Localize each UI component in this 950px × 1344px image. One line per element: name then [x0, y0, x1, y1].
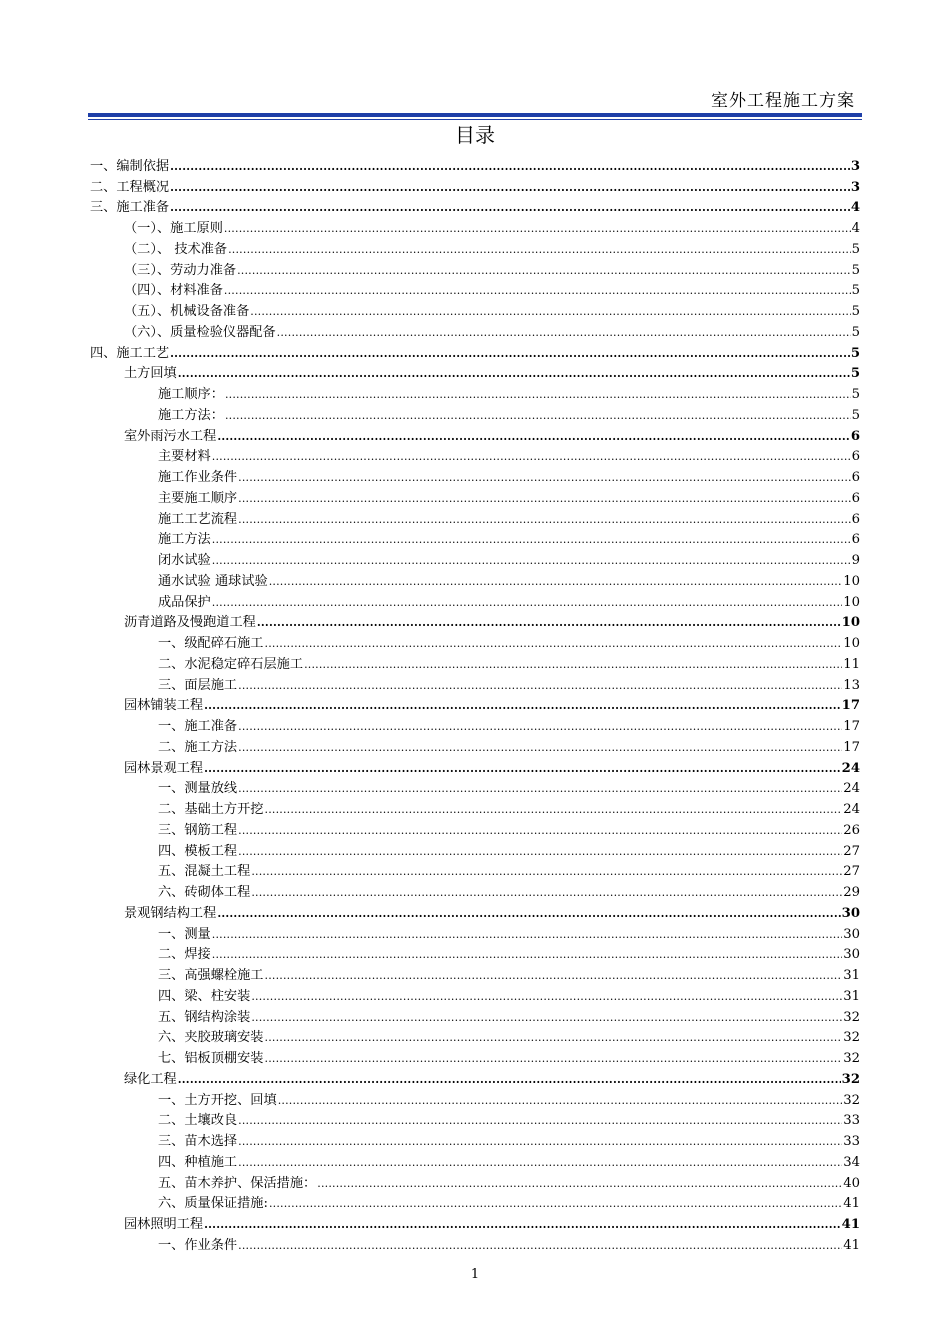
toc-leader-dots: [212, 553, 851, 568]
toc-entry-page: 31: [843, 988, 860, 1004]
toc-entry[interactable]: [90, 1004, 860, 1025]
toc-entry-page: 4: [850, 200, 860, 216]
toc-entry-page: 5: [851, 387, 860, 402]
toc-entry-page: 5: [851, 407, 860, 423]
toc-entry-page: 9: [851, 553, 860, 568]
toc-entry-page: 30: [843, 947, 860, 963]
toc-entry-page: 30: [843, 926, 860, 942]
toc-entry-page: 5: [851, 304, 860, 319]
toc-entry-label: 二、工程概况: [90, 179, 170, 195]
toc-entry[interactable]: [90, 361, 860, 382]
toc-entry-label: 施工方法：: [158, 407, 224, 423]
toc-entry-label: 沥青道路及慢跑道工程: [124, 615, 256, 631]
toc-entry-label: 一、施工准备: [158, 719, 238, 734]
toc-entry[interactable]: [90, 423, 860, 444]
toc-entry-label: 四、施工工艺: [90, 345, 170, 361]
toc-entry[interactable]: [90, 1149, 860, 1170]
toc-entry-page: 6: [851, 490, 860, 506]
toc-entry-page: 4: [851, 221, 860, 236]
toc-entry-page: 30: [841, 905, 860, 921]
toc-entry-label: 五、混凝土工程: [158, 864, 251, 880]
toc-leader-dots: [238, 470, 850, 485]
toc-entry[interactable]: [90, 734, 860, 755]
toc-entry-label: 施工方法: [158, 532, 211, 548]
toc-entry-label: 施工顺序：: [158, 387, 224, 402]
toc-entry[interactable]: [90, 1108, 860, 1129]
toc-entry-label: 一、土方开挖、回填: [158, 1092, 277, 1108]
toc-entry[interactable]: [90, 755, 860, 776]
toc-entry-label: 景观钢结构工程: [124, 905, 217, 921]
toc-leader-dots: [225, 387, 851, 402]
toc-entry-page: 41: [841, 1217, 860, 1232]
toc-leader-dots: [238, 1113, 842, 1128]
toc-leader-dots: [238, 781, 842, 796]
toc-entry[interactable]: [90, 236, 860, 257]
toc-leader-dots: [170, 159, 850, 174]
toc-entry-page: 3: [850, 158, 860, 174]
toc-leader-dots: [238, 491, 850, 506]
toc-leader-dots: [238, 1134, 842, 1149]
toc-entry[interactable]: [90, 983, 860, 1004]
toc-entry[interactable]: [90, 962, 860, 983]
toc-entry-page: 17: [841, 698, 860, 714]
toc-entry-page: 24: [841, 760, 860, 776]
toc-entry[interactable]: [90, 796, 860, 817]
toc-entry-label: 园林照明工程: [124, 1217, 204, 1232]
toc-leader-dots: [238, 844, 842, 859]
toc-leader-dots: [224, 221, 851, 236]
toc-leader-dots: [170, 346, 850, 361]
toc-entry-page: 17: [843, 719, 860, 734]
toc-entry[interactable]: [90, 485, 860, 506]
toc-entry-page: 34: [843, 1154, 860, 1170]
toc-entry-label: 主要施工顺序: [158, 490, 238, 506]
toc-entry-label: （一）、施工原则: [124, 221, 223, 236]
toc-entry-label: 成品保护: [158, 594, 211, 610]
toc-entry-label: 一、编制依据: [90, 158, 170, 174]
toc-entry-page: 5: [850, 366, 860, 382]
toc-entry-label: 七、铝板顶棚安装: [158, 1051, 264, 1066]
toc-entry[interactable]: [90, 900, 860, 921]
toc-entry-label: 一、测量放线: [158, 781, 238, 797]
toc-entry-label: 一、测量: [158, 926, 211, 942]
toc-entry-label: 六、砖砌体工程: [158, 885, 251, 900]
toc-entry-page: 6: [850, 428, 860, 444]
toc-entry-label: 六、质量保证措施:: [158, 1196, 268, 1212]
toc-entry-page: 10: [843, 594, 860, 610]
toc-leader-dots: [265, 802, 843, 817]
toc-entry[interactable]: [90, 859, 860, 880]
toc-entry[interactable]: [90, 589, 860, 610]
toc-entry[interactable]: [90, 942, 860, 963]
toc-entry-label: 五、钢结构涂装: [158, 1009, 251, 1025]
toc-leader-dots: [212, 595, 842, 610]
toc-entry-label: 土方回填: [124, 366, 177, 382]
toc-entry-page: 24: [843, 781, 860, 797]
toc-entry-page: 3: [850, 179, 860, 195]
toc-entry[interactable]: [90, 506, 860, 527]
toc-leader-dots: [212, 927, 842, 942]
toc-leader-dots: [228, 242, 851, 257]
toc-leader-dots: [238, 1238, 842, 1253]
toc-entry-label: 二、水泥稳定碎石层施工: [158, 656, 304, 672]
toc-leader-dots: [265, 968, 843, 983]
toc-entry-page: 33: [843, 1113, 860, 1129]
toc-leader-dots: [269, 1196, 842, 1211]
toc-entry-page: 32: [843, 1009, 860, 1025]
toc-entry-label: 二、施工方法: [158, 739, 238, 755]
table-of-contents: [90, 153, 860, 1253]
toc-entry-label: 二、基础土方开挖: [158, 802, 264, 817]
toc-entry[interactable]: [90, 693, 860, 714]
toc-entry-page: 31: [843, 968, 860, 983]
toc-leader-dots: [170, 200, 850, 215]
toc-entry-page: 33: [843, 1134, 860, 1149]
toc-entry[interactable]: [90, 1191, 860, 1212]
toc-entry-page: 32: [843, 1051, 860, 1066]
toc-entry[interactable]: [90, 547, 860, 568]
toc-entry-page: 10: [843, 636, 860, 651]
toc-entry-label: 一、作业条件: [158, 1237, 238, 1253]
toc-entry-page: 29: [843, 885, 860, 900]
toc-entry[interactable]: [90, 215, 860, 236]
toc-entry[interactable]: [90, 278, 860, 299]
toc-entry[interactable]: [90, 568, 860, 589]
toc-leader-dots: [204, 761, 841, 776]
toc-entry-page: 6: [851, 470, 860, 485]
toc-entry-label: 三、施工准备: [90, 200, 170, 216]
toc-entry[interactable]: [90, 527, 860, 548]
toc-leader-dots: [250, 304, 850, 319]
toc-leader-dots: [212, 449, 851, 464]
toc-leader-dots: [170, 180, 850, 195]
toc-leader-dots: [238, 740, 842, 755]
toc-entry[interactable]: [90, 1170, 860, 1191]
toc-leader-dots: [178, 366, 850, 381]
toc-leader-dots: [265, 1030, 843, 1045]
toc-entry-label: （二）、 技术准备: [124, 241, 228, 257]
toc-entry[interactable]: [90, 298, 860, 319]
toc-entry-label: 闭水试验: [158, 553, 211, 568]
toc-entry[interactable]: [90, 817, 860, 838]
toc-entry-page: 32: [843, 1092, 860, 1108]
toc-entry-page: 6: [851, 511, 860, 527]
toc-entry-label: 四、种植施工: [158, 1154, 238, 1170]
toc-entry-label: 园林景观工程: [124, 760, 204, 776]
toc-entry[interactable]: [90, 838, 860, 859]
toc-entry[interactable]: [90, 630, 860, 651]
toc-leader-dots: [212, 947, 842, 962]
toc-entry-label: 施工作业条件: [158, 470, 238, 485]
toc-entry-page: 32: [843, 1030, 860, 1046]
toc-entry-page: 5: [851, 241, 860, 257]
toc-entry[interactable]: [90, 153, 860, 174]
toc-leader-dots: [265, 636, 843, 651]
toc-entry-page: 27: [843, 864, 860, 880]
toc-leader-dots: [278, 1093, 843, 1108]
toc-leader-dots: [217, 429, 850, 444]
toc-leader-dots: [204, 1217, 841, 1232]
toc-entry[interactable]: [90, 1128, 860, 1149]
toc-entry-label: （六）、质量检验仪器配备: [124, 324, 276, 340]
header-rule-thick: [88, 113, 862, 117]
toc-entry[interactable]: [90, 257, 860, 278]
toc-entry[interactable]: [90, 1211, 860, 1232]
toc-entry[interactable]: [90, 776, 860, 797]
toc-entry[interactable]: [90, 921, 860, 942]
toc-leader-dots: [277, 325, 851, 340]
toc-entry[interactable]: [90, 1066, 860, 1087]
toc-leader-dots: [251, 989, 842, 1004]
footer-page-number: 1: [470, 1267, 480, 1282]
toc-entry[interactable]: [90, 444, 860, 465]
toc-leader-dots: [265, 1051, 843, 1066]
toc-leader-dots: [238, 823, 842, 838]
toc-entry-label: 三、高强螺栓施工: [158, 968, 264, 983]
toc-entry-page: 10: [843, 573, 860, 589]
toc-entry-page: 5: [851, 262, 860, 278]
toc-leader-dots: [317, 1176, 842, 1191]
toc-entry-label: 一、级配碎石施工: [158, 636, 264, 651]
toc-entry-label: 二、焊接: [158, 947, 211, 963]
toc-entry-label: 园林铺装工程: [124, 698, 204, 714]
toc-leader-dots: [237, 263, 851, 278]
toc-entry[interactable]: [90, 651, 860, 672]
toc-entry-page: 40: [843, 1175, 860, 1191]
toc-entry-label: 四、梁、柱安装: [158, 988, 251, 1004]
toc-entry[interactable]: [90, 1087, 860, 1108]
toc-entry-page: 24: [843, 802, 860, 817]
toc-entry-label: 绿化工程: [124, 1071, 177, 1087]
toc-leader-dots: [238, 512, 850, 527]
toc-leader-dots: [178, 1072, 841, 1087]
toc-leader-dots: [238, 719, 842, 734]
toc-entry-label: （五）、机械设备准备: [124, 304, 250, 319]
toc-entry[interactable]: [90, 1045, 860, 1066]
toc-entry-page: 5: [850, 345, 860, 361]
toc-entry-label: 室外雨污水工程: [124, 428, 217, 444]
toc-leader-dots: [238, 1155, 842, 1170]
toc-leader-dots: [269, 574, 843, 589]
toc-entry-label: 五、苗木养护、保活措施：: [158, 1175, 317, 1191]
toc-entry-page: 6: [851, 449, 860, 465]
toc-entry[interactable]: [90, 381, 860, 402]
toc-entry-page: 10: [841, 615, 860, 631]
toc-entry-label: 四、模板工程: [158, 843, 238, 859]
toc-leader-dots: [304, 657, 842, 672]
toc-entry-page: 32: [841, 1071, 860, 1087]
toc-entry-label: （四）、材料准备: [124, 283, 223, 299]
toc-entry-page: 17: [843, 739, 860, 755]
toc-entry[interactable]: [90, 340, 860, 361]
toc-entry[interactable]: [90, 713, 860, 734]
toc-entry[interactable]: [90, 672, 860, 693]
toc-entry-label: （三）、劳动力准备: [124, 262, 237, 278]
toc-leader-dots: [217, 906, 840, 921]
toc-entry-label: 三、面层施工: [158, 677, 238, 693]
toc-leader-dots: [238, 678, 842, 693]
toc-entry[interactable]: [90, 319, 860, 340]
toc-entry[interactable]: [90, 195, 860, 216]
toc-leader-dots: [251, 1010, 842, 1025]
toc-title: 目录: [455, 123, 495, 147]
toc-leader-dots: [257, 615, 841, 630]
toc-leader-dots: [251, 864, 842, 879]
toc-entry[interactable]: [90, 464, 860, 485]
toc-entry-page: 5: [851, 283, 860, 299]
toc-entry-label: 通水试验 通球试验: [158, 573, 268, 589]
toc-entry[interactable]: [90, 174, 860, 195]
toc-entry-page: 27: [843, 843, 860, 859]
toc-entry-label: 三、钢筋工程: [158, 822, 238, 838]
toc-entry-label: 六、夹胶玻璃安装: [158, 1030, 264, 1046]
toc-entry-label: 三、苗木选择: [158, 1134, 238, 1149]
document-header-title: 室外工程施工方案: [711, 91, 855, 111]
toc-entry-page: 41: [843, 1237, 860, 1253]
toc-entry-page: 6: [851, 532, 860, 548]
toc-entry[interactable]: [90, 1232, 860, 1253]
toc-entry[interactable]: [90, 879, 860, 900]
toc-entry-page: 11: [843, 656, 860, 672]
toc-leader-dots: [224, 283, 851, 298]
toc-entry-page: 41: [843, 1196, 860, 1212]
toc-leader-dots: [212, 532, 851, 547]
toc-leader-dots: [251, 885, 842, 900]
toc-entry[interactable]: [90, 402, 860, 423]
toc-leader-dots: [225, 408, 851, 423]
toc-entry-page: 26: [843, 822, 860, 838]
toc-entry-label: 主要材料: [158, 449, 211, 465]
toc-entry-page: 5: [851, 324, 860, 340]
toc-entry[interactable]: [90, 1025, 860, 1046]
toc-entry-label: 施工工艺流程: [158, 511, 238, 527]
toc-entry[interactable]: [90, 610, 860, 631]
toc-leader-dots: [204, 698, 841, 713]
toc-entry-page: 13: [843, 677, 860, 693]
toc-entry-label: 二、土壤改良: [158, 1113, 238, 1129]
